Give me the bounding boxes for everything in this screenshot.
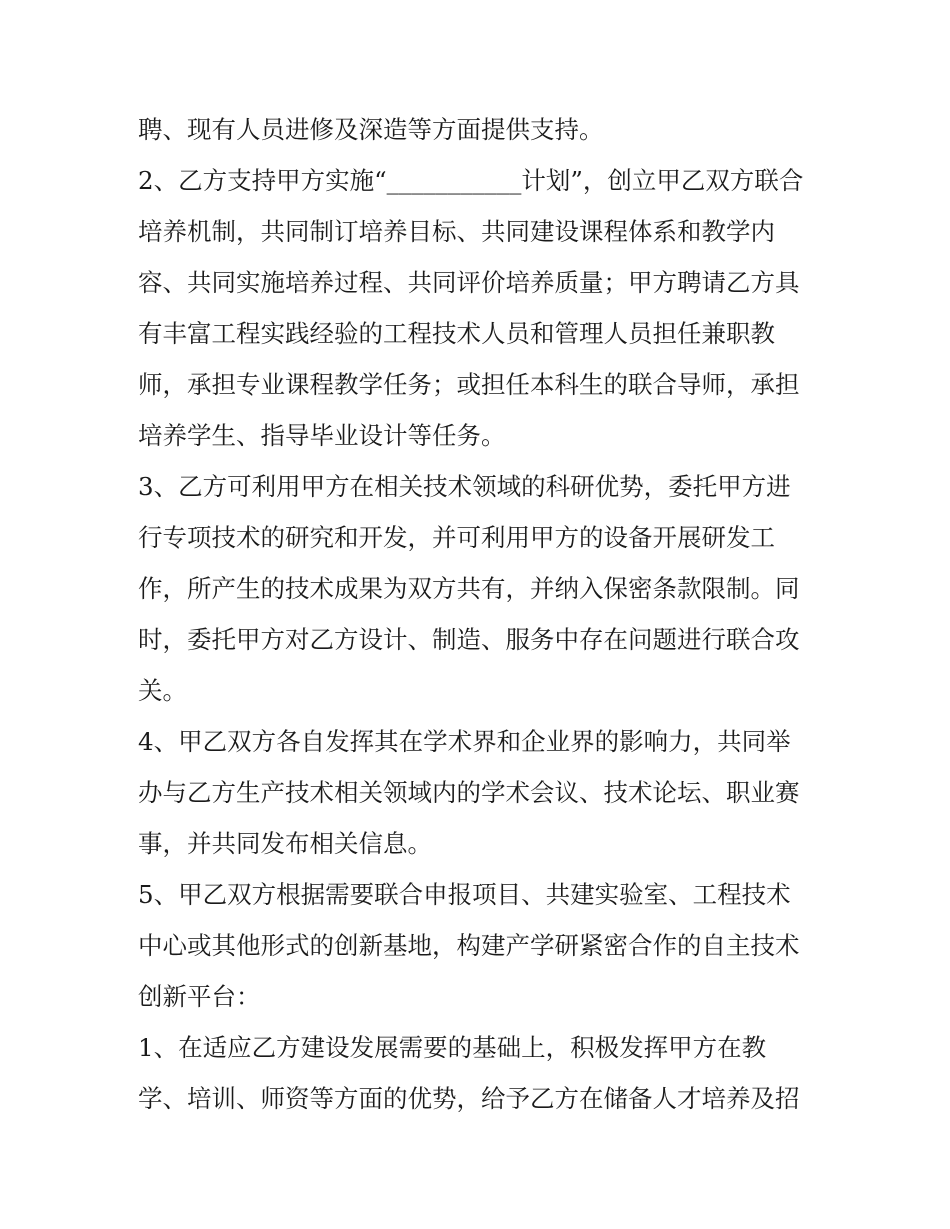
text-line: 办与乙方生产技术相关领域内的学术会议、技术论坛、职业赛 [138, 778, 800, 807]
text-line: 1、在适应乙方建设发展需要的基础上，积极发挥甲方在教 [138, 1033, 767, 1062]
text-line: 创新平台： [138, 982, 261, 1011]
text-line: 作，所产生的技术成果为双方共有，并纳入保密条款限制。同 [138, 574, 800, 603]
text-line: 2、乙方支持甲方实施“___________计划”，创立甲乙双方联合 [138, 166, 804, 195]
text-line: 聘、现有人员进修及深造等方面提供支持。 [138, 115, 604, 144]
text-line: 4、甲乙双方各自发挥其在学术界和企业界的影响力，共同举 [138, 727, 791, 756]
text-line: 3、乙方可利用甲方在相关技术领域的科研优势，委托甲方进 [138, 472, 791, 501]
text-line: 培养机制，共同制订培养目标、共同建设课程体系和教学内 [138, 217, 775, 246]
text-line: 5、甲乙双方根据需要联合申报项目、共建实验室、工程技术 [138, 880, 791, 909]
text-line: 事，并共同发布相关信息。 [138, 829, 432, 858]
text-line: 关。 [138, 676, 187, 705]
text-line: 行专项技术的研究和开发，并可利用甲方的设备开展研发工 [138, 523, 775, 552]
text-line: 学、培训、师资等方面的优势，给予乙方在储备人才培养及招 [138, 1084, 800, 1113]
text-line: 师，承担专业课程教学任务；或担任本科生的联合导师，承担 [138, 370, 800, 399]
document-body [138, 104, 828, 1124]
text-line: 容、共同实施培养过程、共同评价培养质量；甲方聘请乙方具 [138, 268, 800, 297]
text-line: 时，委托甲方对乙方设计、制造、服务中存在问题进行联合攻 [138, 625, 800, 654]
text-line: 有丰富工程实践经验的工程技术人员和管理人员担任兼职教 [138, 319, 775, 348]
text-line: 培养学生、指导毕业设计等任务。 [138, 421, 506, 450]
text-line: 中心或其他形式的创新基地，构建产学研紧密合作的自主技术 [138, 931, 800, 960]
